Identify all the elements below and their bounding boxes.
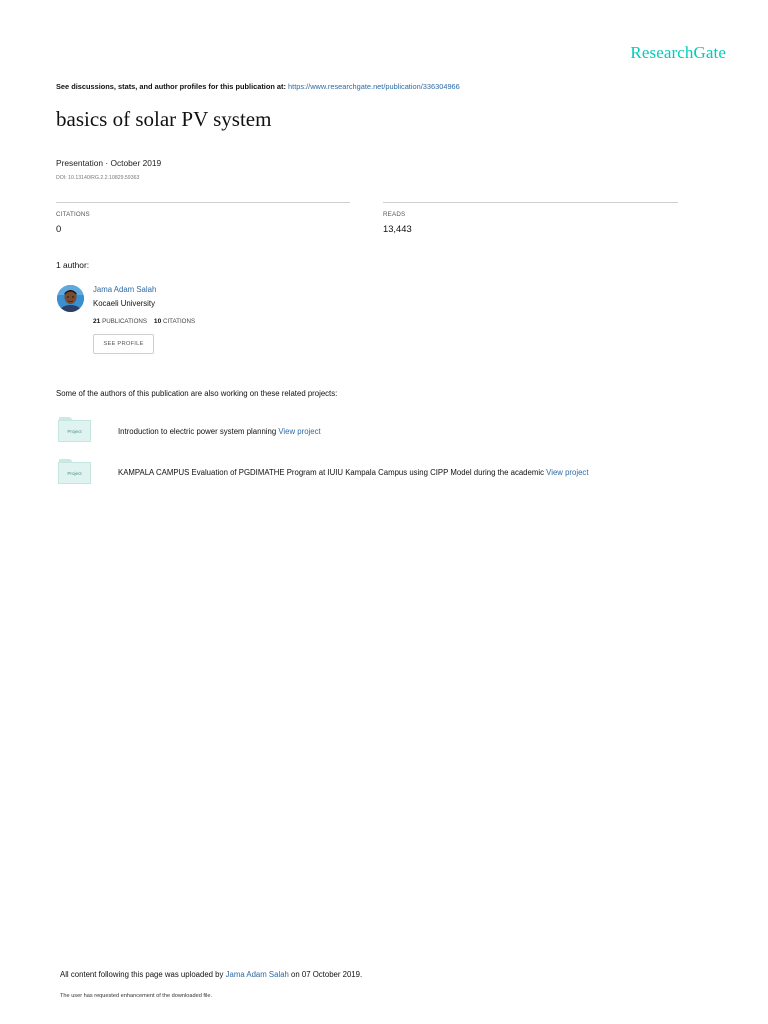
citations-value: 0	[56, 223, 62, 234]
upload-suffix: on 07 October 2019.	[291, 970, 363, 979]
view-project-link[interactable]: View project	[546, 468, 589, 477]
discussion-line	[56, 82, 460, 91]
researchgate-logo[interactable]: ResearchGate	[630, 43, 726, 62]
author-stats	[93, 318, 195, 325]
author-citations-count: 10	[153, 318, 162, 325]
view-project-link[interactable]: View project	[278, 427, 321, 436]
author-citations-label: CITATIONS	[162, 318, 196, 325]
reads-label: READS	[383, 211, 406, 218]
project-title: KAMPALA CAMPUS Evaluation of PGDIMATHE Program at IUIU Kampala Campus using CIPP Model during the academic	[118, 468, 544, 477]
author-publications-count: 21	[93, 318, 101, 325]
related-project-item	[118, 468, 588, 477]
project-folder-icon[interactable]	[58, 459, 91, 485]
divider-citations	[56, 202, 350, 203]
uploader-link[interactable]: Jama Adam Salah	[225, 970, 289, 979]
author-institution: Kocaeli University	[93, 299, 155, 308]
project-icon-label: Project	[58, 462, 91, 484]
author-publications-label: PUBLICATIONS	[102, 318, 148, 325]
enhancement-note: The user has requested enhancement of the downloaded file.	[60, 993, 213, 999]
authors-heading: 1 author:	[56, 260, 90, 270]
project-icon-label: Project	[58, 420, 91, 442]
author-avatar[interactable]	[57, 285, 84, 312]
discussion-label: See discussions, stats, and author profiles for this publication at:	[56, 82, 286, 91]
reads-value: 13,443	[383, 223, 412, 234]
upload-notice	[60, 970, 362, 979]
project-title: Introduction to electric power system planning	[118, 427, 277, 436]
project-folder-icon[interactable]	[58, 417, 91, 443]
citations-label: CITATIONS	[56, 211, 90, 218]
related-projects-heading: Some of the authors of this publication are also working on these related projects:	[56, 389, 338, 398]
publication-url-link[interactable]: https://www.researchgate.net/publication/336304966	[288, 82, 460, 91]
publication-title: basics of solar PV system	[56, 107, 272, 131]
upload-prefix: All content following this page was uploaded by	[60, 970, 224, 979]
avatar-portrait-icon	[57, 285, 84, 312]
related-project-item	[118, 427, 321, 436]
see-profile-button[interactable]: SEE PROFILE	[93, 334, 154, 354]
divider-reads	[383, 202, 678, 203]
author-name-link[interactable]: Jama Adam Salah	[93, 285, 157, 294]
publication-type-date: Presentation · October 2019	[56, 158, 162, 168]
publication-doi: DOI: 10.13140/RG.2.2.10829.59363	[56, 175, 140, 181]
